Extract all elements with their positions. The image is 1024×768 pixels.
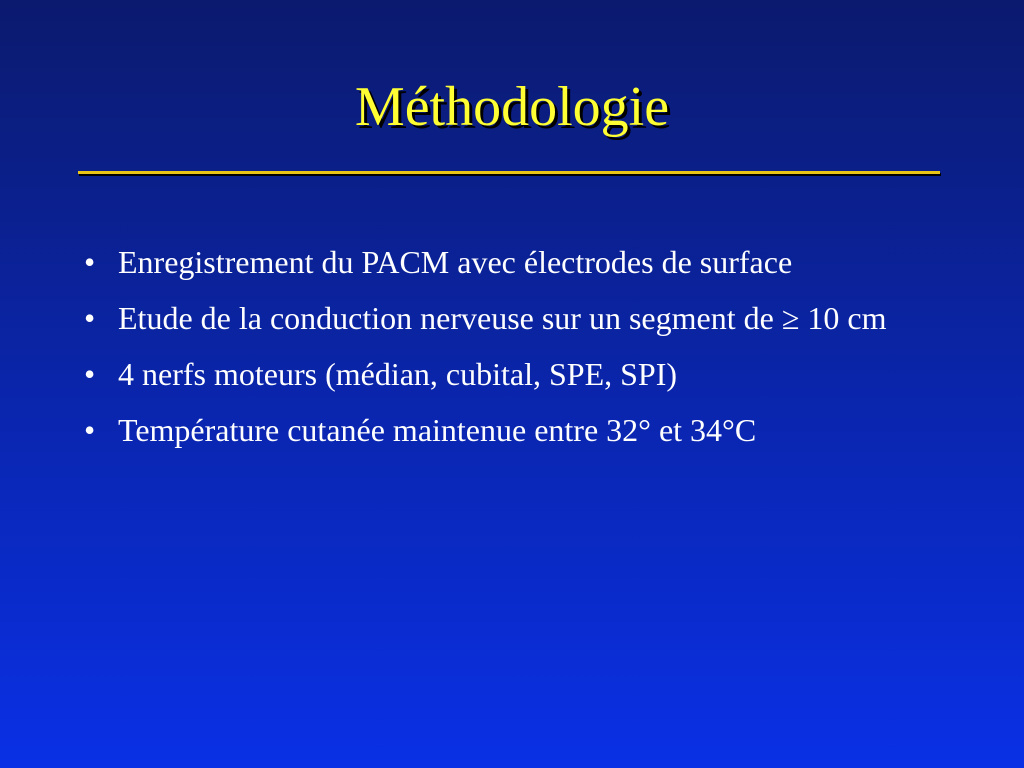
bullet-text: Enregistrement du PACM avec électrodes de surface [118,244,793,280]
bullet-item [84,238,914,286]
bullet-item [84,294,914,342]
bullet-item [84,406,914,454]
bullet-text: Etude de la conduction nerveuse sur un segment de ≥ 10 cm [118,300,887,336]
bullet-text: Température cutanée maintenue entre 32° et 34°C [118,412,757,448]
bullet-icon: • [84,300,96,336]
bullet-icon: • [84,412,96,448]
bullet-text: 4 nerfs moteurs (médian, cubital, SPE, SPI) [118,356,678,392]
bullet-icon: • [84,356,96,392]
title-underline [78,171,940,174]
bullet-icon: • [84,244,96,280]
bullet-list [84,238,914,462]
slide-title: Méthodologie [354,76,670,138]
bullet-item [84,350,914,398]
